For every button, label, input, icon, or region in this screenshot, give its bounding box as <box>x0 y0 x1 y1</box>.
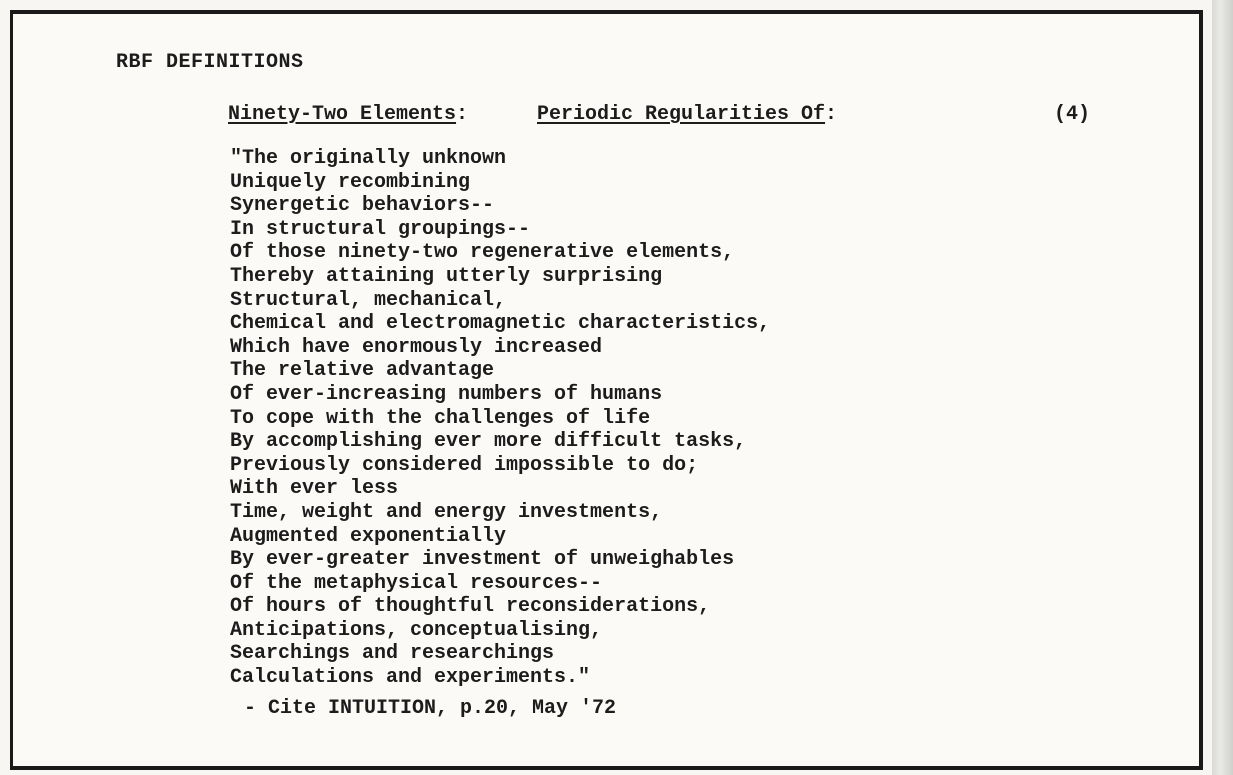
topic-separator: : <box>456 103 469 126</box>
quote-line: Chemical and electromagnetic characteristics, <box>230 312 771 336</box>
quote-line: Of the metaphysical resources-- <box>230 571 603 595</box>
quote-line: Synergetic behaviors-- <box>230 194 495 218</box>
quote-line: Of hours of thoughtful reconsiderations, <box>230 595 711 619</box>
topic-line <box>228 103 1108 127</box>
quote-line: Of those ninety-two regenerative elements, <box>230 241 735 265</box>
quote-line: Calculations and experiments." <box>230 666 591 690</box>
quote-line: Searchings and researchings <box>230 642 555 666</box>
quote-line: With ever less <box>230 477 399 501</box>
quote-line: Time, weight and energy investments, <box>230 500 663 524</box>
quote-line: Augmented exponentially <box>230 524 507 548</box>
quote-line: To cope with the challenges of life <box>230 406 651 430</box>
topic-main <box>228 103 468 126</box>
quote-line: In structural groupings-- <box>230 217 531 241</box>
topic-main-text: Ninety-Two Elements <box>228 103 457 126</box>
topic-sub-text: Periodic Regularities Of <box>537 103 826 126</box>
topic-sub <box>537 103 837 126</box>
citation: - Cite INTUITION, p.20, May '72 <box>244 697 617 720</box>
quote-line: Previously considered impossible to do; <box>230 453 699 477</box>
topic-sub-suffix: : <box>825 103 838 126</box>
quote-line: By accomplishing ever more difficult tasks, <box>230 430 747 454</box>
document-header: RBF DEFINITIONS <box>116 51 304 74</box>
quote-line: Anticipations, conceptualising, <box>230 618 603 642</box>
quote-body <box>230 147 770 690</box>
scan-edge <box>1212 0 1233 775</box>
page-reference: (4) <box>1054 103 1091 126</box>
quote-line: Thereby attaining utterly surprising <box>230 264 663 288</box>
quote-line: Structural, mechanical, <box>230 288 507 312</box>
quote-line: Of ever-increasing numbers of humans <box>230 382 663 406</box>
quote-line: By ever-greater investment of unweighables <box>230 548 735 572</box>
quote-line: Which have enormously increased <box>230 335 603 359</box>
quote-line: "The originally unknown <box>230 147 507 170</box>
quote-line: Uniquely recombining <box>230 170 471 194</box>
quote-line: The relative advantage <box>230 359 495 383</box>
